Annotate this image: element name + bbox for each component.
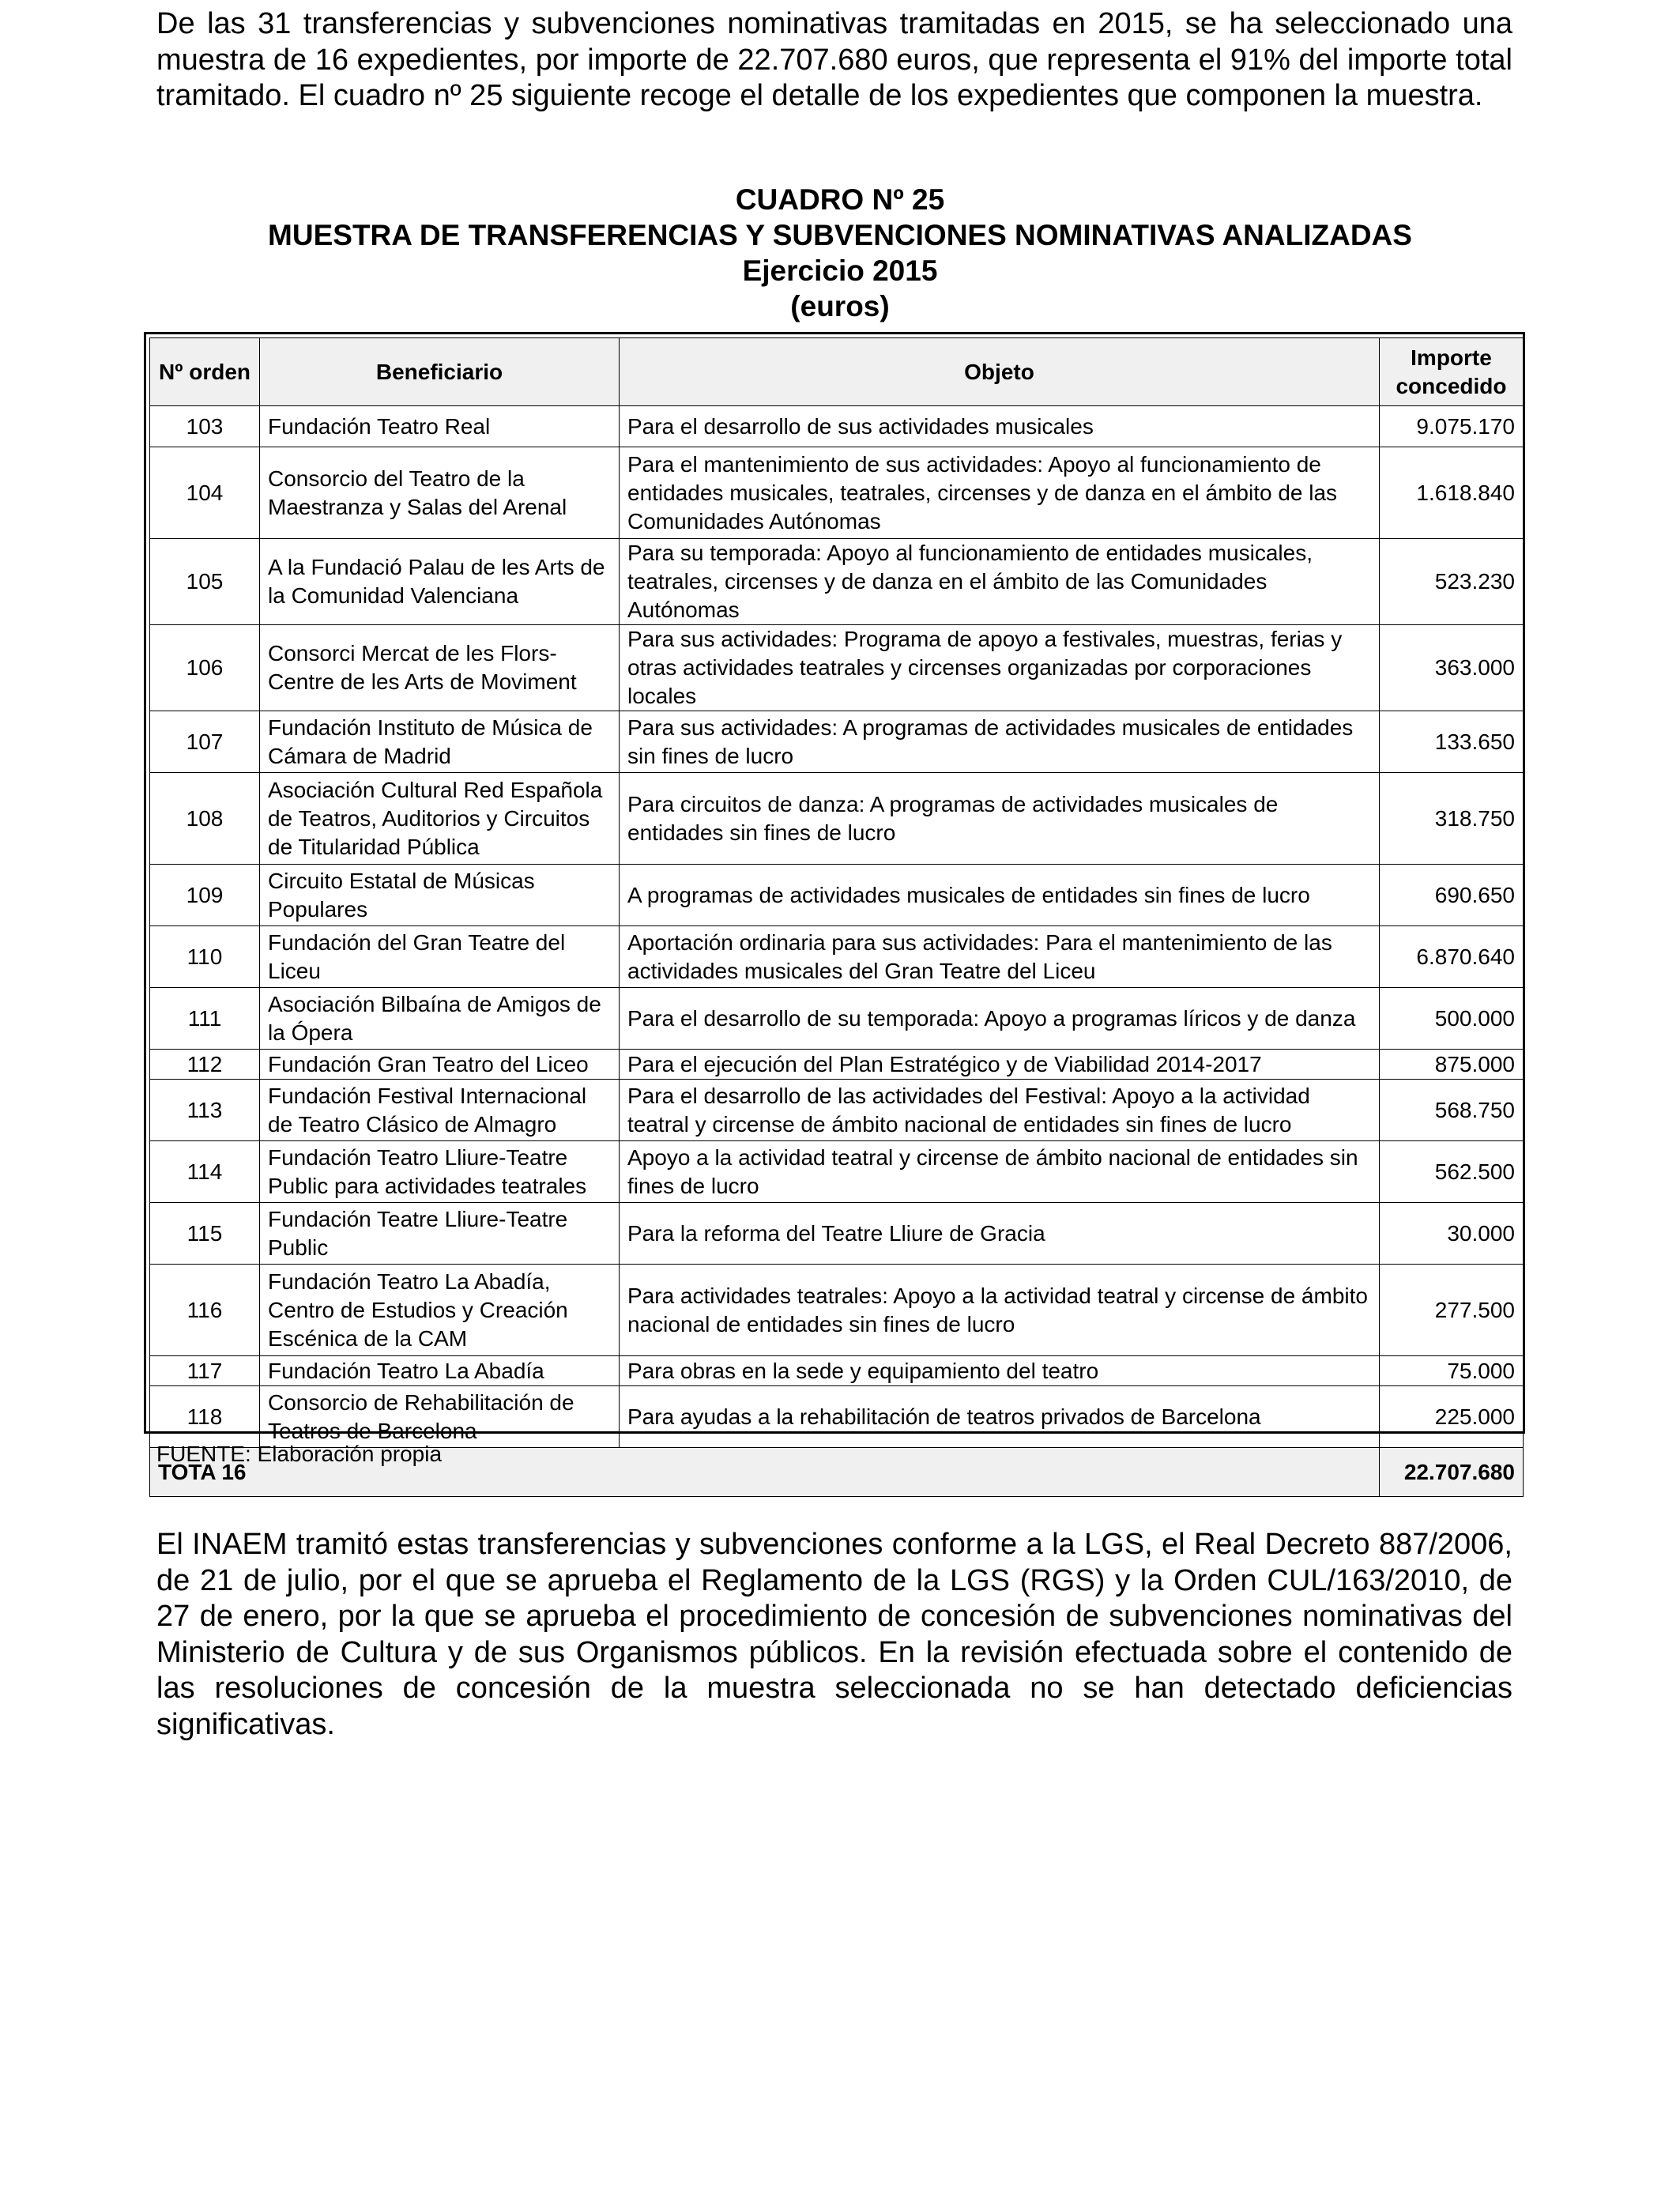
source-note: FUENTE: Elaboración propia	[156, 1442, 443, 1466]
cell-orden: 115	[150, 1203, 260, 1265]
cell-importe: 318.750	[1380, 773, 1524, 865]
cell-beneficiario: Fundación Festival Internacional de Teatro Clásico de Almagro	[260, 1080, 620, 1141]
cell-importe: 562.500	[1380, 1141, 1524, 1203]
table-row	[150, 1080, 1524, 1141]
cell-orden: 114	[150, 1141, 260, 1203]
cell-orden: 103	[150, 406, 260, 447]
cell-orden: 118	[150, 1386, 260, 1448]
table-row	[150, 1265, 1524, 1356]
table-row	[150, 1203, 1524, 1265]
total-importe: 22.707.680	[1380, 1448, 1524, 1497]
table-row	[150, 865, 1524, 926]
cell-orden: 112	[150, 1050, 260, 1080]
header-orden: Nº orden	[150, 338, 260, 406]
header-beneficiario: Beneficiario	[260, 338, 620, 406]
cell-orden: 109	[150, 865, 260, 926]
title-line-2: MUESTRA DE TRANSFERENCIAS Y SUBVENCIONES NOMINATIVAS ANALIZADAS	[268, 219, 1412, 251]
table-row	[150, 447, 1524, 539]
total-label: TOTA 16	[150, 1448, 1380, 1497]
cell-orden: 107	[150, 711, 260, 773]
table-row	[150, 711, 1524, 773]
cell-beneficiario: A la Fundació Palau de les Arts de la Comunidad Valenciana	[260, 539, 620, 625]
cell-objeto: Aportación ordinaria para sus actividades: Para el mantenimiento de las actividades musicales del Gran Teatre del Liceu	[620, 926, 1380, 988]
cell-objeto: Para el desarrollo de su temporada: Apoyo a programas líricos y de danza	[620, 988, 1380, 1050]
table-row	[150, 1386, 1524, 1448]
cell-objeto: Para el mantenimiento de sus actividades: Apoyo al funcionamiento de entidades musicales, teatrales, circenses y de danza en el ámbito de las Comunidades Autónomas	[620, 447, 1380, 539]
cell-objeto: A programas de actividades musicales de entidades sin fines de lucro	[620, 865, 1380, 926]
table-row	[150, 926, 1524, 988]
cell-objeto: Para sus actividades: Programa de apoyo a festivales, muestras, ferias y otras actividades teatrales y circenses organizadas por corporaciones locales	[620, 625, 1380, 711]
table-row	[150, 1356, 1524, 1386]
cell-importe: 523.230	[1380, 539, 1524, 625]
closing-paragraph: El INAEM tramitó estas transferencias y subvenciones conforme a la LGS, el Real Decreto 887/2006, de 21 de julio, por el que se aprueba el Reglamento de la LGS (RGS) y la Orden CUL/163/2010, de 27 de enero, por la que se aprueba el procedimiento de concesión de subvenciones nominativas del Ministerio de Cultura y de sus Organismos públicos. En la revisión efectuada sobre el contenido de las resoluciones de concesión de la muestra seleccionada no se han detectado deficiencias significativas.	[156, 1528, 1512, 1741]
cell-beneficiario: Asociación Cultural Red Española de Teatros, Auditorios y Circuitos de Titularidad Pública	[260, 773, 620, 865]
cell-orden: 117	[150, 1356, 260, 1386]
table-row	[150, 773, 1524, 865]
table-body	[150, 406, 1524, 1448]
header-importe: Importe concedido	[1380, 338, 1524, 406]
table-title	[0, 182, 1680, 324]
cell-objeto: Para actividades teatrales: Apoyo a la actividad teatral y circense de ámbito nacional de entidades sin fines de lucro	[620, 1265, 1380, 1356]
cell-importe: 1.618.840	[1380, 447, 1524, 539]
title-line-1: CUADRO Nº 25	[735, 183, 945, 216]
cell-importe: 875.000	[1380, 1050, 1524, 1080]
cell-beneficiario: Fundación Instituto de Música de Cámara de Madrid	[260, 711, 620, 773]
table-row	[150, 988, 1524, 1050]
cell-objeto: Para el ejecución del Plan Estratégico y de Viabilidad 2014-2017	[620, 1050, 1380, 1080]
cell-objeto: Para obras en la sede y equipamiento del teatro	[620, 1356, 1380, 1386]
cell-objeto: Para circuitos de danza: A programas de actividades musicales de entidades sin fines de lucro	[620, 773, 1380, 865]
header-row	[150, 338, 1524, 406]
cell-importe: 225.000	[1380, 1386, 1524, 1448]
cell-beneficiario: Fundación Teatro La Abadía, Centro de Estudios y Creación Escénica de la CAM	[260, 1265, 620, 1356]
cell-orden: 111	[150, 988, 260, 1050]
cell-objeto: Para sus actividades: A programas de actividades musicales de entidades sin fines de lucro	[620, 711, 1380, 773]
cell-beneficiario: Consorcio de Rehabilitación de Teatros de Barcelona	[260, 1386, 620, 1448]
cell-importe: 6.870.640	[1380, 926, 1524, 988]
cell-beneficiario: Fundación Gran Teatro del Liceo	[260, 1050, 620, 1080]
table-row	[150, 539, 1524, 625]
cell-orden: 108	[150, 773, 260, 865]
cell-beneficiario: Consorci Mercat de les Flors-Centre de les Arts de Moviment	[260, 625, 620, 711]
cell-orden: 104	[150, 447, 260, 539]
cell-orden: 110	[150, 926, 260, 988]
cell-beneficiario: Asociación Bilbaína de Amigos de la Ópera	[260, 988, 620, 1050]
table-row	[150, 625, 1524, 711]
cell-orden: 106	[150, 625, 260, 711]
table-row	[150, 406, 1524, 447]
cell-objeto: Para el desarrollo de las actividades del Festival: Apoyo a la actividad teatral y circense de ámbito nacional de entidades sin fines de lucro	[620, 1080, 1380, 1141]
cell-objeto: Apoyo a la actividad teatral y circense de ámbito nacional de entidades sin fines de lucro	[620, 1141, 1380, 1203]
cell-importe: 363.000	[1380, 625, 1524, 711]
title-line-3: Ejercicio 2015	[742, 254, 938, 287]
header-objeto: Objeto	[620, 338, 1380, 406]
cell-importe: 568.750	[1380, 1080, 1524, 1141]
cell-objeto: Para el desarrollo de sus actividades musicales	[620, 406, 1380, 447]
cell-beneficiario: Fundación Teatro La Abadía	[260, 1356, 620, 1386]
cell-orden: 113	[150, 1080, 260, 1141]
cell-beneficiario: Circuito Estatal de Músicas Populares	[260, 865, 620, 926]
cell-importe: 690.650	[1380, 865, 1524, 926]
cell-importe: 500.000	[1380, 988, 1524, 1050]
table-row	[150, 1141, 1524, 1203]
cell-orden: 105	[150, 539, 260, 625]
cell-importe: 277.500	[1380, 1265, 1524, 1356]
cell-importe: 30.000	[1380, 1203, 1524, 1265]
cell-importe: 9.075.170	[1380, 406, 1524, 447]
cell-objeto: Para la reforma del Teatre Lliure de Gracia	[620, 1203, 1380, 1265]
cell-beneficiario: Fundación Teatro Real	[260, 406, 620, 447]
title-line-4: (euros)	[790, 290, 890, 322]
cell-beneficiario: Fundación Teatro Lliure-Teatre Public para actividades teatrales	[260, 1141, 620, 1203]
cell-beneficiario: Fundación del Gran Teatre del Liceu	[260, 926, 620, 988]
subsidies-table	[149, 337, 1524, 1497]
cell-objeto: Para ayudas a la rehabilitación de teatros privados de Barcelona	[620, 1386, 1380, 1448]
cell-importe: 133.650	[1380, 711, 1524, 773]
cell-beneficiario: Fundación Teatre Lliure-Teatre Public	[260, 1203, 620, 1265]
cell-orden: 116	[150, 1265, 260, 1356]
cell-beneficiario: Consorcio del Teatro de la Maestranza y Salas del Arenal	[260, 447, 620, 539]
intro-paragraph: De las 31 transferencias y subvenciones nominativas tramitadas en 2015, se ha seleccionado una muestra de 16 expedientes, por importe de 22.707.680 euros, que representa el 91% del importe total tramitado. El cuadro nº 25 siguiente recoge el detalle de los expedientes que componen la muestra.	[156, 7, 1512, 112]
table-row	[150, 1050, 1524, 1080]
cell-importe: 75.000	[1380, 1356, 1524, 1386]
cell-objeto: Para su temporada: Apoyo al funcionamiento de entidades musicales, teatrales, circenses y de danza en el ámbito de las Comunidades Autónomas	[620, 539, 1380, 625]
